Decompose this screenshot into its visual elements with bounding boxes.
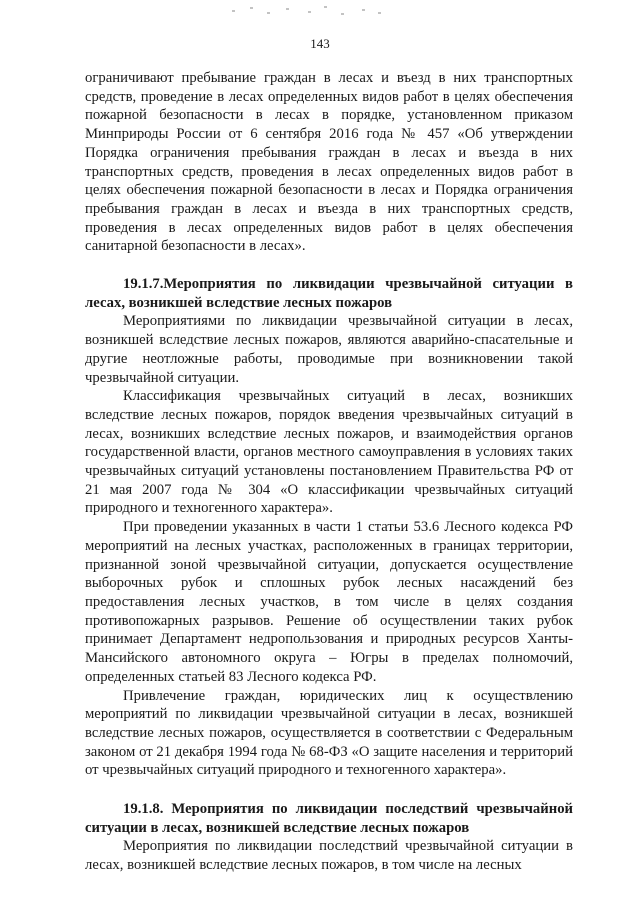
document-body [85, 69, 573, 875]
section-heading-19-1-8: 19.1.8. Мероприятия по ликвидации последствий чрезвычайной ситуации в лесах, возникшей вследствие лесных пожаров [85, 801, 573, 836]
body-paragraph: Мероприятиями по ликвидации чрезвычайной ситуации в лесах, возникшей вследствие лесных пожаров, являются аварийно-спасательные и другие неотложные работы, проводимые при возникновении такой чрезвычайной ситуации. [85, 313, 573, 386]
page-number: 143 [310, 36, 330, 51]
body-paragraph: Привлечение граждан, юридических лиц к осуществлению мероприятий по ликвидации чрезвычайной ситуации в лесах, возникшей вследствие лесных пожаров, осуществляется в соответствии с Федеральным законом от 21 декабря 1994 года № 68-ФЗ «О защите населения и территорий от чрезвычайных ситуаций природного и техногенного характера». [85, 687, 573, 779]
body-paragraph: Мероприятия по ликвидации последствий чрезвычайной ситуации в лесах, возникшей вследствие лесных пожаров, в том числе на лесных [85, 838, 573, 874]
body-paragraph: Классификация чрезвычайных ситуаций в лесах, возникших вследствие лесных пожаров, порядок введения чрезвычайных ситуаций в лесах, возникших вследствие лесных пожаров, и взаимодействия органов государственной власти, органов местного самоуправления в условиях таких чрезвычайных ситуаций установлены постановлением Правительства РФ от 21 мая 2007 года № 304 «О классификации чрезвычайных ситуаций природного и техногенного характера». [85, 388, 573, 517]
section-heading-19-1-7: 19.1.7.Мероприятия по ликвидации чрезвычайной ситуации в лесах, возникшей вследствие лесных пожаров [85, 276, 573, 311]
body-paragraph: При проведении указанных в части 1 статьи 53.6 Лесного кодекса РФ мероприятий на лесных участках, расположенных в границах территории, признанной зоной чрезвычайной ситуации, допускается осуществление выборочных рубок и сплошных рубок лесных насаждений без предоставления лесных участков, в том числе в целях создания противопожарных разрывов. Решение об осуществлении таких рубок принимает Департамент недропользования и природных ресурсов Ханты-Мансийского автономного округа – Югры в пределах полномочий, определенных статьей 83 Лесного кодекса РФ. [85, 519, 573, 685]
scan-artifact [220, 4, 390, 18]
body-paragraph: ограничивают пребывание граждан в лесах и въезд в них транспортных средств, проведение в лесах определенных видов работ в целях обеспечения пожарной безопасности в лесах в порядке, установленном приказом Минприроды России от 6 сентября 2016 года № 457 «Об утверждении Порядка ограничения пребывания граждан в лесах и въезда в них транспортных средств, проведения в лесах определенных видов работ в целях обеспечения пожарной безопасности в лесах и Порядка ограничения пребывания граждан в лесах и въезда в них транспортных средств, проведения в лесах определенных видов работ в целях обеспечения санитарной безопасности в лесах». [85, 70, 573, 255]
